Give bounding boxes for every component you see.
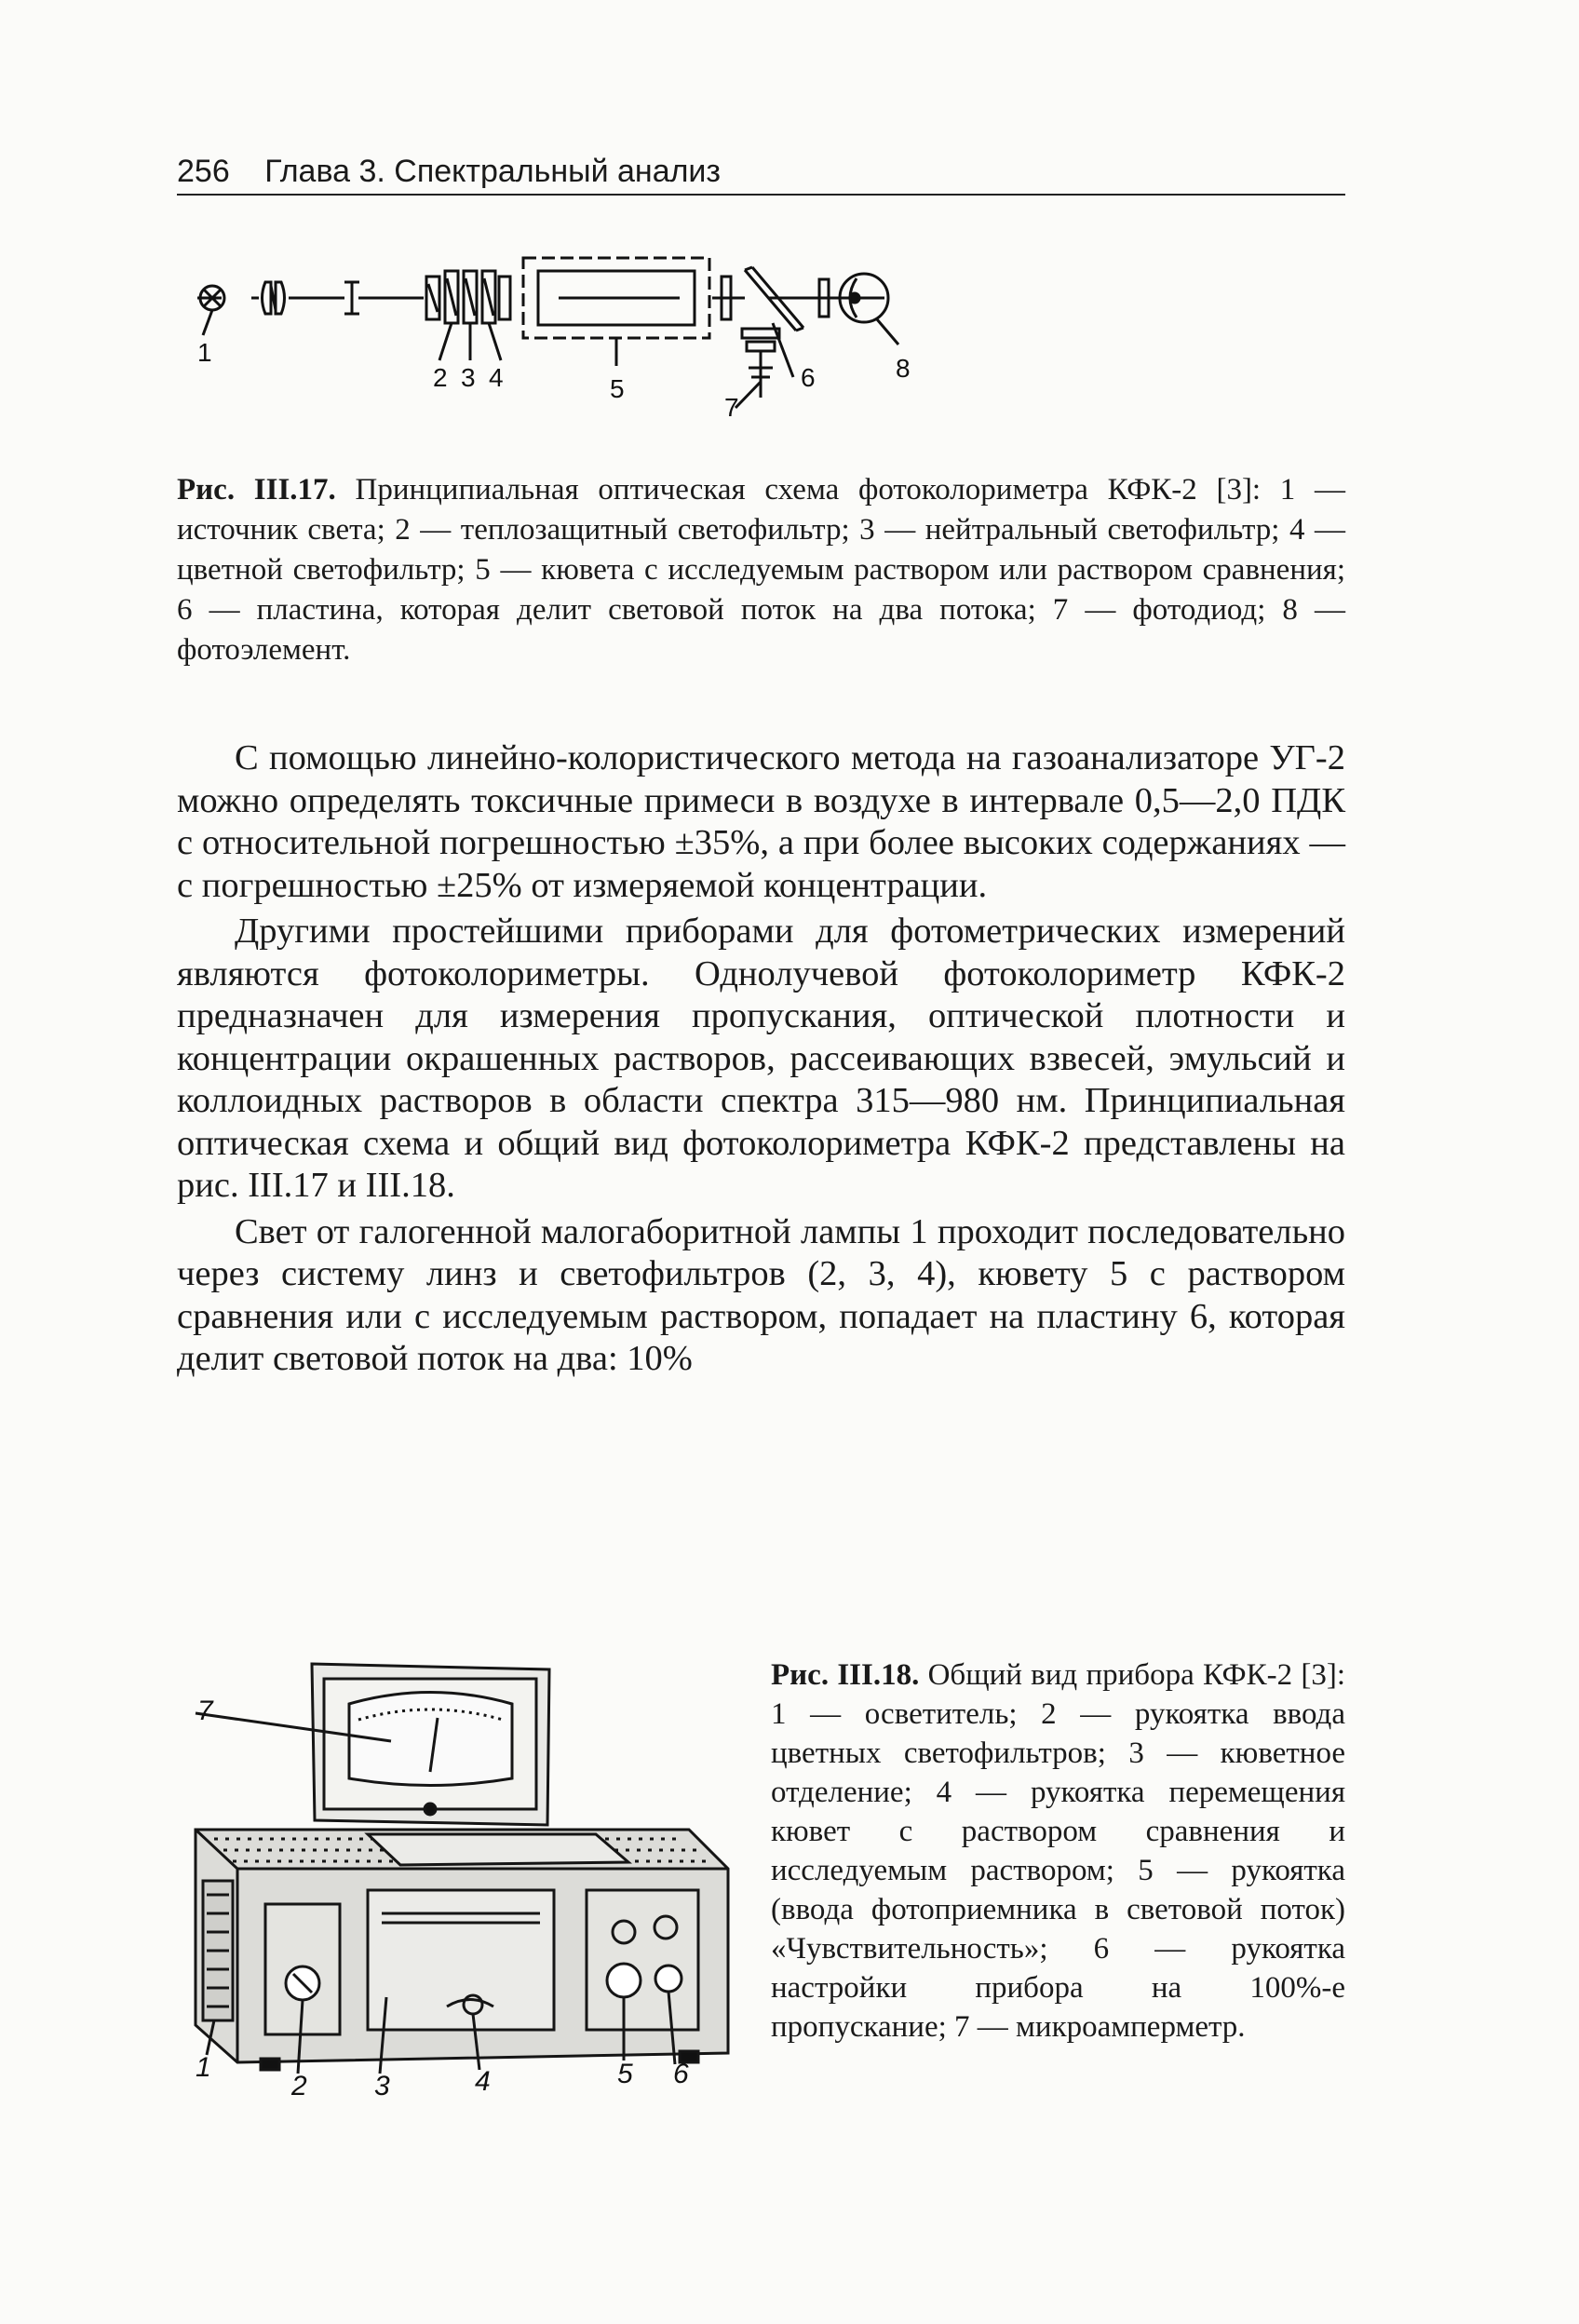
- figure-caption-text: Общий вид прибора КФК-2 [3]: 1 — осветитель; 2 — рукоятка ввода цветных светофильтров; 3 — кюветное отделение; 4 — рукоятка перемещения кювет с раствором сравнения и исследуемым раствором; 5 — рукоятка (ввода фотоприемника в световой поток) «Чувствительность»; 6 — рукоятка настройки прибора на 100%-е пропускание; 7 — микроамперметр.: [771, 1658, 1345, 2044]
- device-label-7: 7: [197, 1696, 213, 1726]
- paragraph: С помощью линейно-колористического метода на газоанализаторе УГ-2 можно определять токсичные примеси в воздухе в интервале 0,5—2,0 ПДК с относительной погрешностью ±35%, а при более высоких содержаниях — с погрешностью ±25% от измеряемой концентрации.: [177, 738, 1345, 905]
- microammeter: [196, 1664, 549, 1825]
- scheme-label-5: 5: [610, 374, 625, 403]
- device-label-2: 2: [291, 2071, 307, 2100]
- device-illustration: [158, 1653, 754, 2100]
- scheme-label-1: 1: [197, 338, 212, 367]
- lamp-symbol: [200, 286, 224, 335]
- figure-caption-iii17: [177, 470, 1345, 670]
- device-label-3: 3: [374, 2071, 390, 2100]
- lens-pair: [263, 282, 285, 314]
- device-label-6: 6: [673, 2059, 689, 2089]
- device-label-1: 1: [196, 2052, 211, 2083]
- splitter-plate: [745, 267, 803, 377]
- figure-number: Рис. III.18.: [771, 1658, 920, 1692]
- thin-lens: [344, 282, 359, 314]
- figure-number: Рис. III.17.: [177, 473, 336, 507]
- device-label-4: 4: [475, 2066, 491, 2097]
- cuvette: [523, 258, 709, 366]
- device-label-5: 5: [617, 2059, 633, 2089]
- running-header: [177, 149, 1345, 196]
- filter-stack: [426, 271, 510, 360]
- scheme-label-4: 4: [489, 363, 504, 392]
- optical-scheme-figure: [177, 237, 968, 433]
- photocell-symbol: [840, 274, 898, 345]
- paragraph: Свет от галогенной малогаборитной лампы 1 проходит последовательно через систему линз и светофильтров (2, 3, 4), кювету 5 с раствором сравнения или с исследуемым раствором, попадает на пластину 6, которая делит световой поток на два: 10%: [177, 1211, 1345, 1378]
- device-body: [196, 1830, 728, 2074]
- paragraph: Другими простейшими приборами для фотометрических измерений являются фотоколориметры. Однолучевой фотоколориметр КФК-2 предназначен для измерения пропускания, оптической плотности и концентрации окрашенных растворов, рассеивающих взвесей, эмульсий и коллоидных растворов в области спектра 315—980 нм. Принципиальная оптическая схема и общий вид фотоколориметра КФК-2 представлены на рис. III.17 и III.18.: [177, 912, 1345, 1205]
- scheme-label-8: 8: [896, 354, 911, 383]
- scheme-label-3: 3: [461, 363, 476, 392]
- figure-caption-iii18: [771, 1655, 1345, 2047]
- chapter-title: Глава 3. Спектральный анализ: [264, 154, 722, 189]
- scheme-label-2: 2: [433, 363, 448, 392]
- figure-caption-text: Принципиальная оптическая схема фотоколориметра КФК-2 [3]: 1 — источник света; 2 — теплозащитный светофильтр; 3 — нейтральный светофильтр; 4 — цветной светофильтр; 5 — кювета с исследуемым раствором или раствором сравнения; 6 — пластина, которая делит световой поток на два потока; 7 — фотодиод; 8 — фотоэлемент.: [177, 473, 1345, 667]
- photodiode-symbol: [736, 329, 779, 408]
- scheme-label-6: 6: [801, 363, 816, 392]
- page-number: 256: [177, 154, 230, 189]
- body-text: [177, 737, 1345, 1385]
- scheme-label-7: 7: [724, 393, 739, 422]
